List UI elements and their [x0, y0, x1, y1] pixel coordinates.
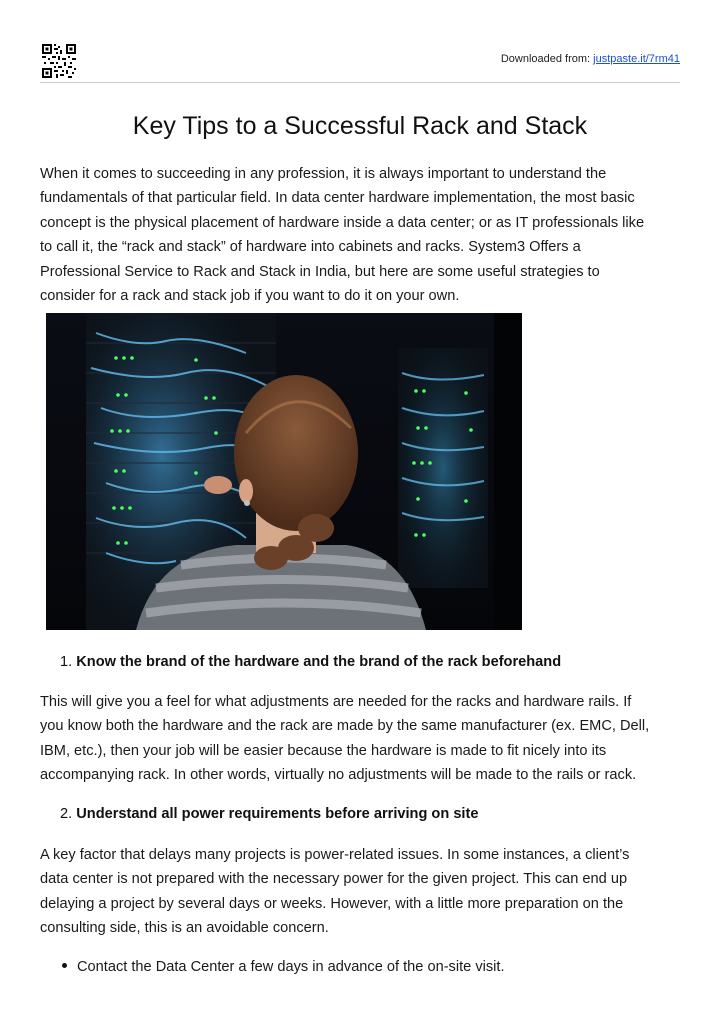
- page-header: [40, 42, 680, 83]
- text-line: you know both the hardware and the rack are made by the same manufacturer (ex. EMC, Dell,: [40, 718, 650, 735]
- text-line: to call it, the “rack and stack” of hardware into cabinets and racks. System3 Offers a: [40, 239, 581, 256]
- tip-2-paragraph: [40, 843, 685, 941]
- tip-heading-2: [60, 804, 478, 824]
- page-title: Key Tips to a Successful Rack and Stack: [132, 112, 588, 140]
- text-line: A key factor that delays many projects is power-related issues. In some instances, a client’s: [40, 847, 630, 863]
- text-line: data center is not prepared with the necessary power for the given project. This can end up: [40, 871, 628, 888]
- qr-code-icon: [42, 44, 76, 78]
- bullet-text: Contact the Data Center a few days in advance of the on-site visit.: [77, 959, 505, 975]
- downloaded-from: [501, 53, 680, 65]
- text-line: concept is the physical placement of hardware inside a data center; or as IT professionals like: [40, 214, 645, 231]
- tip-number: 1.: [60, 654, 73, 670]
- text-line: consider for a rack and stack job if you want to do it on your own.: [40, 288, 460, 305]
- text-line: consulting side, this is an avoidable concern.: [40, 920, 329, 937]
- tip-title: Understand all power requirements before arriving on site: [76, 806, 479, 822]
- text-line: delaying a project by several days or weeks. However, with a little more preparation on the: [40, 895, 624, 912]
- server-rack-illustration: [46, 313, 522, 630]
- text-line: fundamentals of that particular field. In data center hardware implementation, the most basic: [40, 190, 635, 207]
- text-line: Professional Service to Rack and Stack in India, but here are some useful strategies to: [40, 263, 600, 280]
- bullet-dot-icon: [62, 963, 67, 968]
- text-line: When it comes to succeeding in any profession, it is always important to understand the: [40, 166, 607, 182]
- bullet-item: [62, 957, 505, 977]
- downloaded-prefix: Downloaded from:: [500, 53, 594, 65]
- tip-1-paragraph: [40, 690, 685, 788]
- source-link[interactable]: justpaste.it/7rm41: [593, 53, 680, 65]
- intro-paragraph: [40, 162, 685, 308]
- text-line: IBM, etc.), then your job will be easier because the hardware is made to fit nicely into its: [40, 742, 607, 759]
- server-rack-photo: [46, 313, 522, 630]
- tip-heading-1: [60, 652, 561, 672]
- tip-number: 2.: [60, 806, 73, 822]
- text-line: This will give you a feel for what adjustments are needed for the racks and hardware rails. If: [40, 694, 632, 710]
- tip-title: Know the brand of the hardware and the brand of the rack beforehand: [76, 654, 562, 670]
- text-line: accompanying rack. In other words, virtually no adjustments will be made to the rails or rack.: [40, 767, 637, 784]
